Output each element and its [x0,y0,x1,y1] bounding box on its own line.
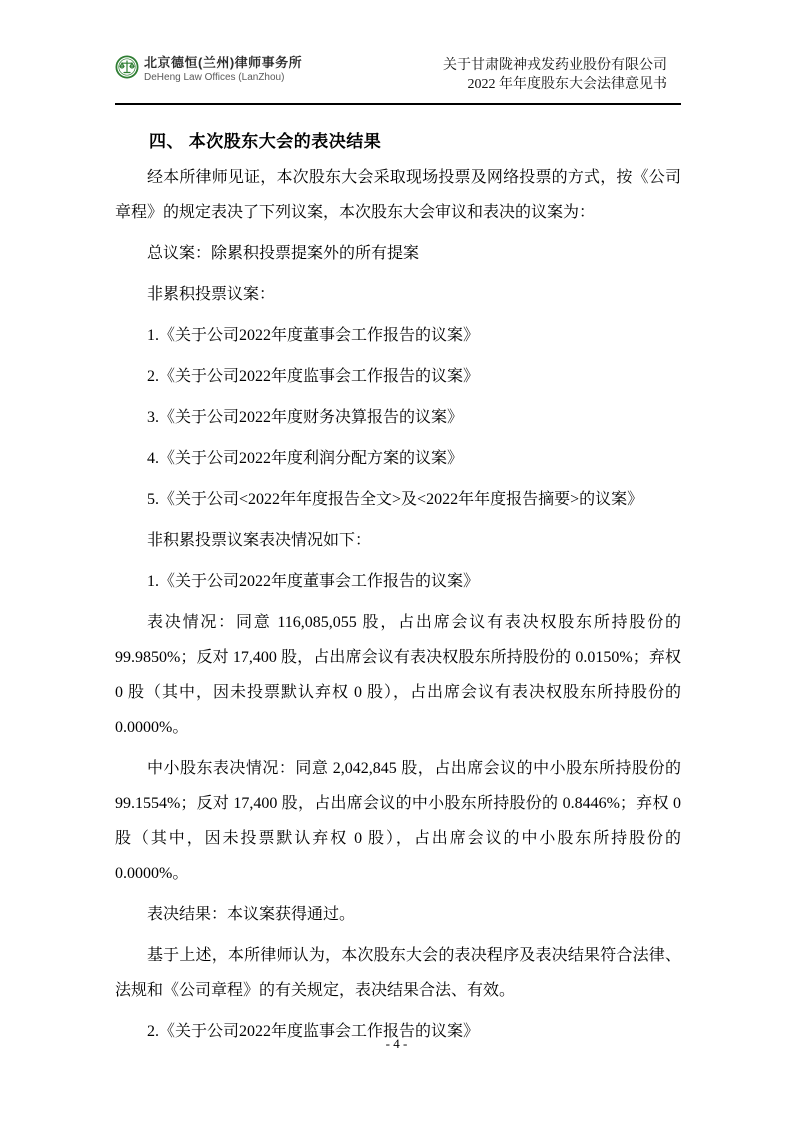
proposal-item-2: 2.《关于公司2022年度监事会工作报告的议案》 [147,368,480,385]
firm-name-english: DeHeng Law Offices (LanZhou) [144,72,285,83]
proposal-item-3: 3.《关于公司2022年度财务决算报告的议案》 [147,409,464,426]
proposal-item-4: 4.《关于公司2022年度利润分配方案的议案》 [147,450,464,467]
page-header [115,54,681,105]
voting-result-minority-shareholders: 中小股东表决情况：同意 2,042,845 股，占出席会议的中小股东所持股份的 99.1554%；反对 17,400 股，占出席会议的中小股东所持股份的 0.8446%；弃权 0 股（其中，因未投票默认弃权 0 股），占出席会议的中小股东所持股份的 0.0000%。 [115,760,681,882]
voting-result-all-shareholders: 表决情况：同意 116,085,055 股，占出席会议有表决权股东所持股份的 99.9850%；反对 17,400 股，占出席会议有表决权股东所持股份的 0.0150%；弃权 0 股（其中，因未投票默认弃权 0 股），占出席会议有表决权股东所持股份的 0.0000%。 [115,614,681,736]
voting-conclusion: 表决结果：本议案获得通过。 [147,906,356,923]
document-reference-line1: 关于甘肃陇神戎发药业股份有限公司 [443,58,667,73]
general-proposal-line: 总议案：除累积投票提案外的所有提案 [147,245,420,262]
document-reference [443,54,681,94]
firm-names [144,54,302,84]
non-cumulative-label: 非累积投票议案： [147,286,276,303]
proposal-1-heading: 1.《关于公司2022年度董事会工作报告的议案》 [147,573,480,590]
page-number: - 4 - [385,1036,408,1051]
law-firm-identity [115,54,302,84]
document-reference-line2: 2022 年年度股东大会法律意见书 [467,77,667,92]
proposal-2-heading: 2.《关于公司2022年度监事会工作报告的议案》 [147,1023,480,1040]
intro-paragraph: 经本所律师见证，本次股东大会采取现场投票及网络投票的方式，按《公司章程》的规定表决了下列议案，本次股东大会审议和表决的议案为： [115,169,681,221]
proposal-item-5: 5.《关于公司<2022年年度报告全文>及<2022年年度报告摘要>的议案》 [147,491,644,508]
proposal-item-1: 1.《关于公司2022年度董事会工作报告的议案》 [147,327,480,344]
lawyer-opinion-paragraph: 基于上述，本所律师认为，本次股东大会的表决程序及表决结果符合法律、法规和《公司章程》的有关规定，表决结果合法、有效。 [115,947,681,999]
scales-of-justice-emblem-icon [115,55,139,79]
voting-status-label: 非积累投票议案表决情况如下： [147,532,372,549]
firm-name-chinese: 北京德恒(兰州)律师事务所 [144,55,303,70]
section-title: 四、 本次股东大会的表决结果 [149,132,382,151]
